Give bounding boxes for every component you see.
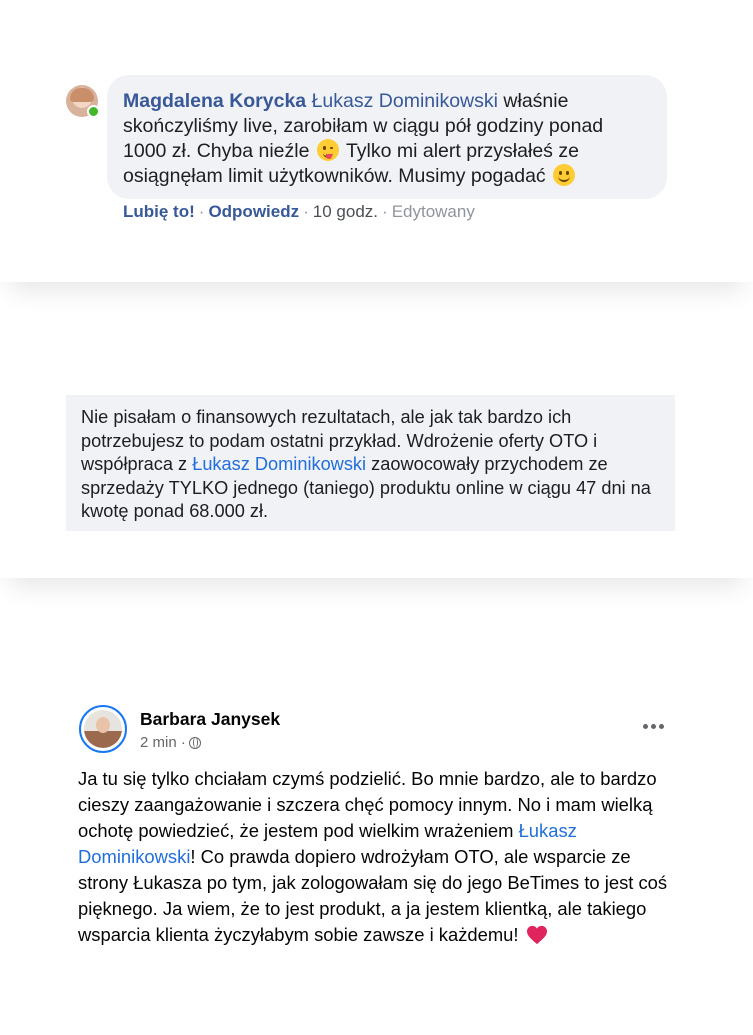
- separator: ·: [303, 202, 309, 221]
- comment-actions: [123, 202, 475, 222]
- smiling-emoji-icon: [553, 164, 575, 186]
- post-card: [0, 690, 753, 1035]
- winking-tongue-emoji-icon: [317, 139, 339, 161]
- heart-icon: [526, 925, 548, 945]
- quote-text-part1: Nie pisałam o finansowych rezultatach, ale jak tak bardzo ich potrzebujesz to podam ostatni przykład. Wdrożenie oferty OTO i współpraca z: [81, 407, 598, 474]
- edited-label[interactable]: Edytowany: [391, 202, 475, 221]
- comment-author-link[interactable]: Magdalena Korycka: [123, 90, 307, 112]
- post-author-name[interactable]: Barbara Janysek: [140, 709, 281, 729]
- post-mention-link[interactable]: Łukasz Dominikowski: [78, 820, 577, 867]
- comment-bubble: [107, 75, 667, 199]
- quote-text-part2: zaowocowały przychodem ze sprzedaży TYLKO jednego (taniego) produktu online w ciągu 47 dni na kwotę ponad 68.000 zł.: [81, 454, 651, 521]
- comment-card: [0, 0, 753, 282]
- separator: ·: [198, 202, 205, 221]
- quote-box: [66, 395, 675, 531]
- post-meta: [140, 734, 201, 751]
- quote-mention-link[interactable]: Łukasz Dominikowski: [192, 454, 367, 474]
- post-body: [78, 766, 678, 948]
- more-options-icon[interactable]: [643, 718, 667, 734]
- online-status-indicator: [87, 105, 100, 118]
- comment-timestamp[interactable]: 10 godz.: [312, 202, 379, 221]
- post-text-part2: ! Co prawda dopiero wdrożyłam OTO, ale wsparcie ze strony Łukasza po tym, jak zologowałam się do jego BeTimes to jest coś pięknego. Ja wiem, że to jest produkt, a ja jestem klientką, ale takiego wsparcia klienta życzyłabym sobie zawsze i każdemu!: [78, 846, 668, 945]
- reply-button[interactable]: Odpowiedz: [208, 202, 300, 221]
- quote-card: [0, 335, 753, 578]
- post-text-part1: Ja tu się tylko chciałam czymś podzielić. Bo mnie bardzo, ale to bardzo cieszy zaangażowanie i szczera chęć pomocy innym. No i mam wielką ochotę powiedzieć, że jestem pod wielkim wrażeniem: [78, 768, 657, 841]
- globe-icon: [189, 737, 201, 749]
- post-timestamp[interactable]: 2 min ·: [140, 734, 186, 751]
- separator: ·: [382, 202, 388, 221]
- post-author-avatar[interactable]: [79, 705, 127, 753]
- like-button[interactable]: Lubię to!: [123, 202, 195, 221]
- avatar-image: [84, 710, 122, 748]
- commenter-avatar[interactable]: [66, 85, 98, 117]
- comment-text-part1: właśnie skończyliśmy live, zarobiłam w ciągu pół godziny ponad 1000 zł. Chyba nieźle: [123, 90, 604, 162]
- comment-mention-link[interactable]: Łukasz Dominikowski: [311, 90, 498, 112]
- avatar-image: [70, 88, 94, 102]
- comment-text-part2: Tylko mi alert przysłałeś ze osiągnęłam limit użytkowników. Musimy pogadać: [123, 140, 579, 187]
